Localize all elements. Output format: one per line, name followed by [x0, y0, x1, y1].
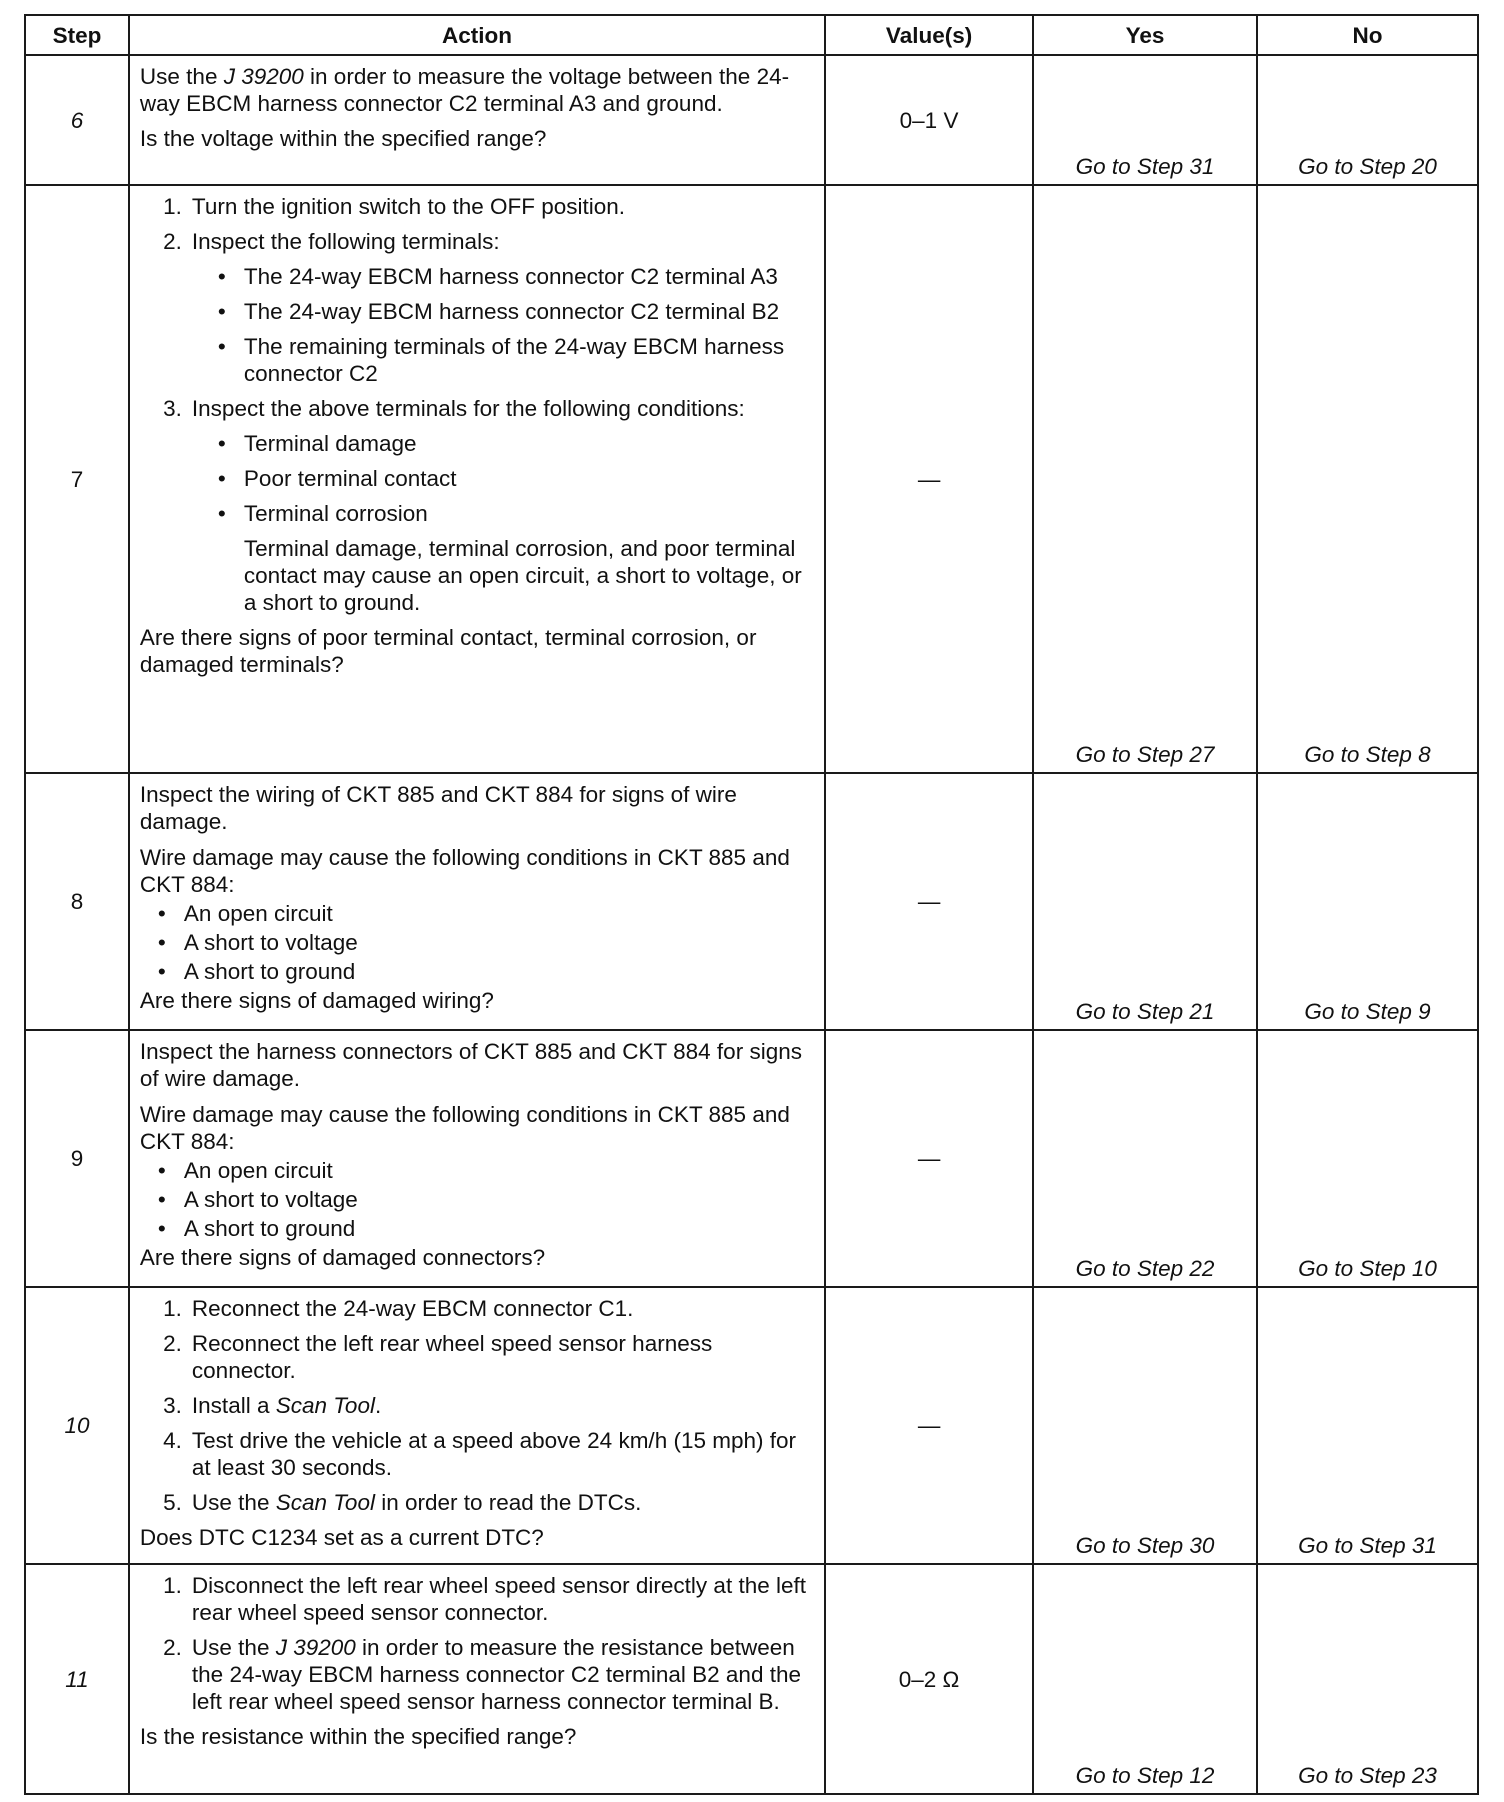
header-yes: Yes: [1033, 15, 1257, 55]
action-text: Inspect the wiring of CKT 885 and CKT 884 for signs of wire damage.: [139, 782, 737, 834]
action-cell: [129, 773, 825, 1030]
table-row-step-10: [25, 1287, 1478, 1564]
bullet-item: • The 24-way EBCM harness connector C2 terminal B2: [217, 299, 780, 324]
action-cell: [129, 1030, 825, 1287]
bullet-item: • A short to ground: [157, 1216, 356, 1241]
bullet-item: • Poor terminal contact: [217, 466, 457, 491]
tool-name: J 39200: [275, 1635, 356, 1660]
no-cell: Go to Step 31: [1257, 1287, 1478, 1564]
yes-cell: Go to Step 22: [1033, 1030, 1257, 1287]
yes-cell: Go to Step 12: [1033, 1564, 1257, 1794]
step-number: 8: [25, 773, 129, 1030]
header-no: No: [1257, 15, 1478, 55]
step-number: 10: [25, 1287, 129, 1564]
value-cell: —: [825, 1287, 1033, 1564]
yes-cell: Go to Step 30: [1033, 1287, 1257, 1564]
step-number: 7: [25, 185, 129, 773]
bullet-item: • The 24-way EBCM harness connector C2 terminal A3: [217, 264, 778, 289]
table-row-step-11: [25, 1564, 1478, 1794]
step-number: 11: [25, 1564, 129, 1794]
step-number: 9: [25, 1030, 129, 1287]
list-item: 4. Test drive the vehicle at a speed above 24 km/h (15 mph) for at least 30 seconds.: [163, 1428, 796, 1480]
yes-cell: Go to Step 21: [1033, 773, 1257, 1030]
value-cell: 0–2 Ω: [825, 1564, 1033, 1794]
no-cell: Go to Step 8: [1257, 185, 1478, 773]
bullet-item: • A short to ground: [157, 959, 356, 984]
header-values: Value(s): [825, 15, 1033, 55]
table-row-step-7: [25, 185, 1478, 773]
bullet-item: • An open circuit: [157, 901, 333, 926]
action-question: Is the voltage within the specified range?: [139, 126, 547, 151]
yes-cell: Go to Step 31: [1033, 55, 1257, 185]
header-row: [25, 15, 1478, 55]
no-cell: Go to Step 10: [1257, 1030, 1478, 1287]
bullet-item: • Terminal damage: [217, 431, 417, 456]
bullet-item: • A short to voltage: [157, 1187, 358, 1212]
diagnostic-table-page: [24, 14, 1479, 1795]
list-item: 3. Inspect the above terminals for the following conditions:: [163, 396, 745, 421]
step-number: 6: [25, 55, 129, 185]
header-action: Action: [129, 15, 825, 55]
table-row-step-6: [25, 55, 1478, 185]
diagnostic-steps-table: [24, 14, 1479, 1795]
value-cell: —: [825, 1030, 1033, 1287]
table-row-step-8: [25, 773, 1478, 1030]
list-item: 5. Use the Scan Tool in order to read the DTCs.: [163, 1490, 642, 1515]
action-question: Does DTC C1234 set as a current DTC?: [139, 1525, 544, 1550]
no-cell: Go to Step 20: [1257, 55, 1478, 185]
header-step: Step: [25, 15, 129, 55]
no-cell: Go to Step 23: [1257, 1564, 1478, 1794]
yes-cell: Go to Step 27: [1033, 185, 1257, 773]
action-cell: [129, 55, 825, 185]
list-item: 2. Reconnect the left rear wheel speed sensor harness connector.: [163, 1331, 713, 1383]
action-text: Wire damage may cause the following conditions in CKT 885 and CKT 884:: [139, 845, 790, 897]
action-text: Use the J 39200 in order to measure the voltage between the 24-way EBCM harness connector C2 terminal A3 and ground.: [139, 64, 790, 116]
bullet-item: • Terminal corrosion: [217, 501, 428, 526]
action-question: Are there signs of damaged wiring?: [139, 988, 494, 1013]
tool-name: Scan Tool: [275, 1490, 375, 1515]
list-item: 2. Use the J 39200 in order to measure the resistance between the 24-way EBCM harness connector C2 terminal B2 and the left rear wheel speed sensor harness connector terminal B.: [163, 1635, 801, 1714]
list-item: 3. Install a Scan Tool.: [163, 1393, 382, 1418]
value-cell: —: [825, 185, 1033, 773]
list-item: 1. Reconnect the 24-way EBCM connector C1.: [163, 1296, 634, 1321]
bullet-item: • An open circuit: [157, 1158, 333, 1183]
value-cell: 0–1 V: [825, 55, 1033, 185]
tool-name: Scan Tool: [275, 1393, 375, 1418]
action-note: Terminal damage, terminal corrosion, and poor terminal contact may cause an open circuit, a short to voltage, or a short to ground.: [243, 536, 802, 615]
action-text: Wire damage may cause the following conditions in CKT 885 and CKT 884:: [139, 1102, 790, 1154]
list-item: 1. Disconnect the left rear wheel speed sensor directly at the left rear wheel speed sensor connector.: [163, 1573, 806, 1625]
action-question: Are there signs of damaged connectors?: [139, 1245, 546, 1270]
action-text: Inspect the harness connectors of CKT 885 and CKT 884 for signs of wire damage.: [139, 1039, 802, 1091]
table-row-step-9: [25, 1030, 1478, 1287]
action-cell: [129, 1287, 825, 1564]
no-cell: Go to Step 9: [1257, 773, 1478, 1030]
action-question: Is the resistance within the specified range?: [139, 1724, 577, 1749]
bullet-item: • The remaining terminals of the 24-way EBCM harness connector C2: [217, 334, 785, 386]
value-cell: —: [825, 773, 1033, 1030]
list-item: 2. Inspect the following terminals:: [163, 229, 500, 254]
action-question: Are there signs of poor terminal contact, terminal corrosion, or damaged terminals?: [139, 625, 757, 677]
bullet-item: • A short to voltage: [157, 930, 358, 955]
action-cell: [129, 185, 825, 773]
action-cell: [129, 1564, 825, 1794]
list-item: 1. Turn the ignition switch to the OFF position.: [163, 194, 626, 219]
tool-name: J 39200: [223, 64, 304, 89]
